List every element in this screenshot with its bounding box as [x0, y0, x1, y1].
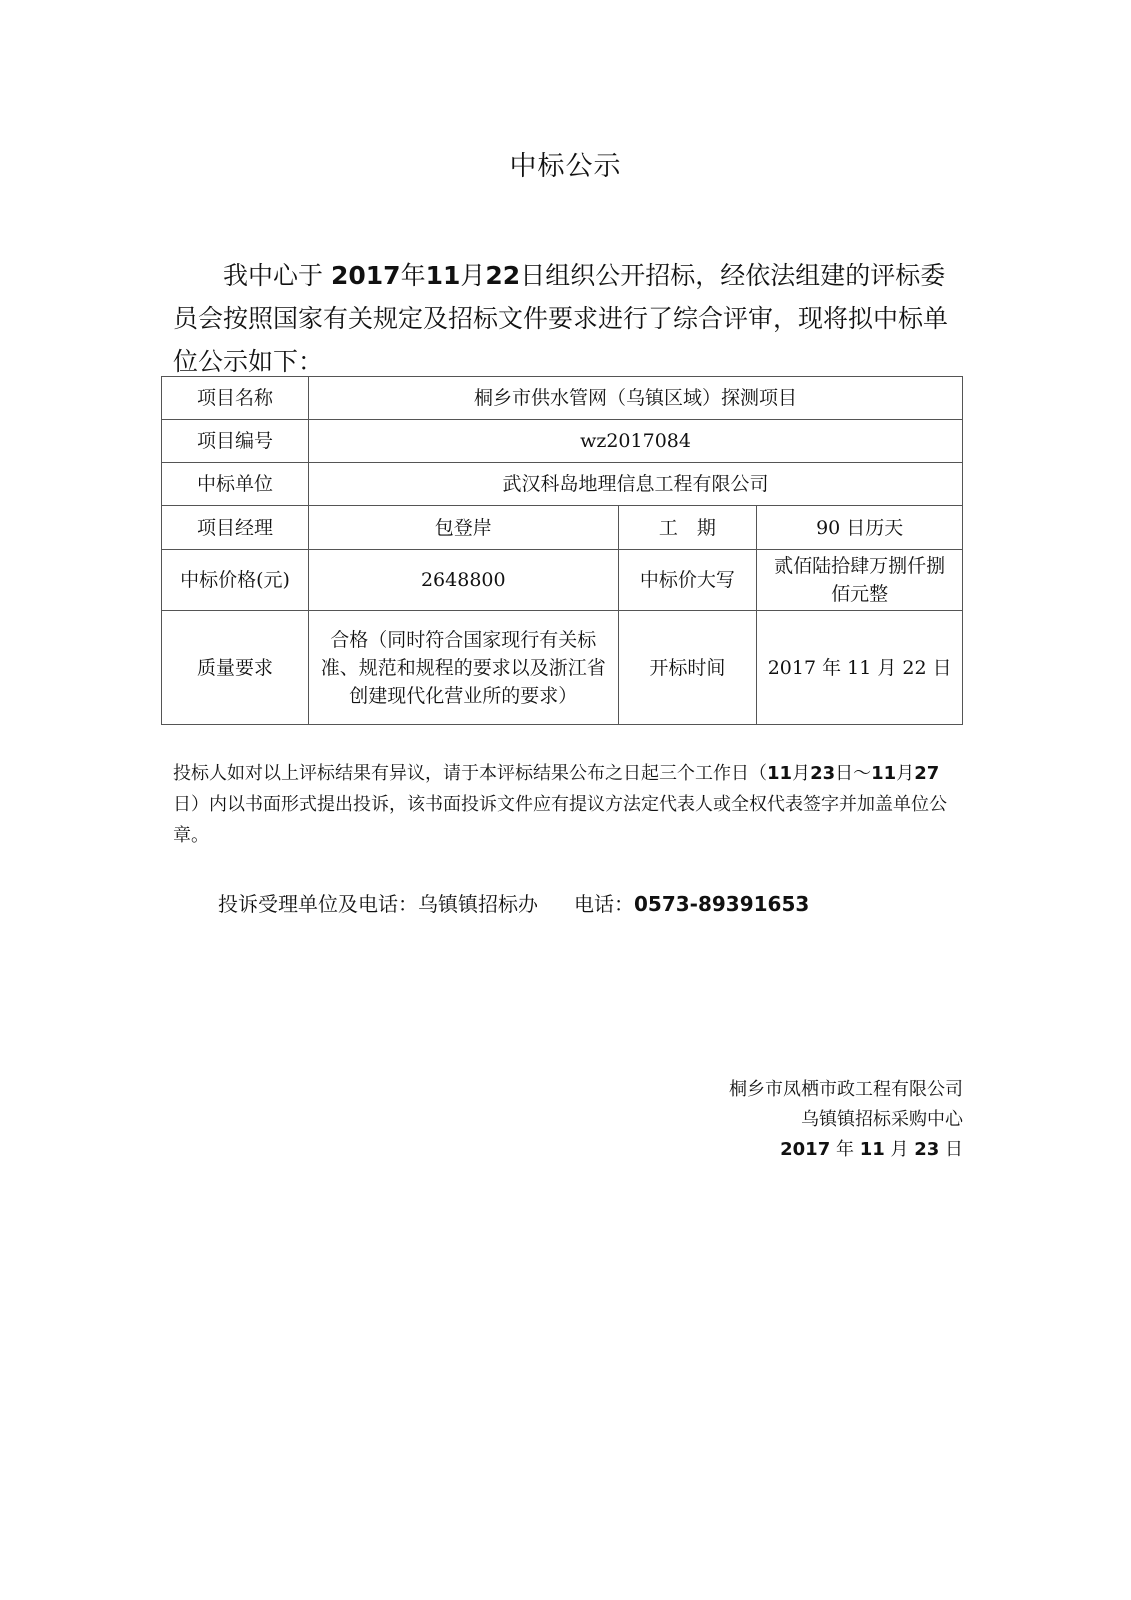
signature-org-2: 乌镇镇招标采购中心 [801, 1109, 963, 1130]
note-date: 11 [767, 763, 793, 784]
quality-value: 合格（同时符合国家现行有关标准、规范和规程的要求以及浙江省创建现代化营业所的要求） [309, 611, 619, 725]
period-value: 90 日历天 [757, 506, 963, 550]
sign-day: 23 [914, 1139, 940, 1160]
note-text: 投标人如对以上评标结果有异议，请于本评标结果公布之日起三个工作日（ [173, 763, 767, 784]
project-no-value: wz2017084 [309, 420, 963, 463]
signature-block [729, 1075, 963, 1165]
winner-label: 中标单位 [162, 463, 309, 506]
intro-text: 月 [460, 261, 486, 290]
note-date: 23 [810, 763, 836, 784]
manager-value: 包登岸 [309, 506, 619, 550]
note-date: 11 [871, 763, 897, 784]
complaint-contact [218, 888, 809, 917]
sign-date-text: 月 [884, 1139, 915, 1160]
note-date: 27 [914, 763, 940, 784]
project-no-label: 项目编号 [162, 420, 309, 463]
phone-number: 0573-89391653 [634, 892, 810, 916]
note-text: 日）内以书面形式提出投诉，该书面投诉文件应有提议方法定代表人或全权代表签字并加盖单位公章。 [173, 794, 947, 846]
table-row [162, 463, 963, 506]
price-upper-value: 贰佰陆拾肆万捌仟捌佰元整 [757, 550, 963, 611]
sign-year: 2017 [780, 1139, 831, 1160]
table-row [162, 377, 963, 420]
intro-text: 年 [400, 261, 426, 290]
intro-month: 11 [425, 261, 461, 290]
sign-month: 11 [859, 1139, 885, 1160]
signature-date [729, 1135, 963, 1165]
open-time-label: 开标时间 [618, 611, 757, 725]
project-name-value: 桐乡市供水管网（乌镇区域）探测项目 [309, 377, 963, 420]
table-row [162, 550, 963, 611]
bid-info-table [161, 376, 963, 725]
complaint-note [173, 758, 963, 851]
contact-label: 投诉受理单位及电话：乌镇镇招标办 [218, 892, 538, 916]
table-row [162, 420, 963, 463]
table-row [162, 611, 963, 725]
quality-label: 质量要求 [162, 611, 309, 725]
sign-date-text: 年 [830, 1139, 860, 1160]
intro-paragraph [173, 254, 963, 383]
open-time-value: 2017 年 11 月 22 日 [757, 611, 963, 725]
project-name-label: 项目名称 [162, 377, 309, 420]
note-text: 月 [896, 763, 915, 784]
sign-date-text: 日 [939, 1139, 963, 1160]
manager-label: 项目经理 [162, 506, 309, 550]
winner-value: 武汉科岛地理信息工程有限公司 [309, 463, 963, 506]
phone-label: 电话： [574, 892, 634, 916]
intro-text: 日组织公开招标，经依法组建的评标委员会按照国家有关规定及招标文件要求进行了综合评审，现将拟中标单位公示如下： [173, 261, 949, 376]
note-text: 月 [792, 763, 811, 784]
signature-org-1: 桐乡市凤栖市政工程有限公司 [729, 1079, 963, 1100]
price-upper-label: 中标价大写 [618, 550, 757, 611]
intro-day: 22 [485, 261, 521, 290]
table-row [162, 506, 963, 550]
price-value: 2648800 [309, 550, 619, 611]
note-text: 日～ [835, 763, 872, 784]
price-label: 中标价格(元) [162, 550, 309, 611]
intro-year: 2017 [330, 261, 401, 290]
document-title: 中标公示 [509, 151, 622, 182]
intro-text: 我中心于 [223, 261, 324, 290]
period-label: 工 期 [618, 506, 757, 550]
